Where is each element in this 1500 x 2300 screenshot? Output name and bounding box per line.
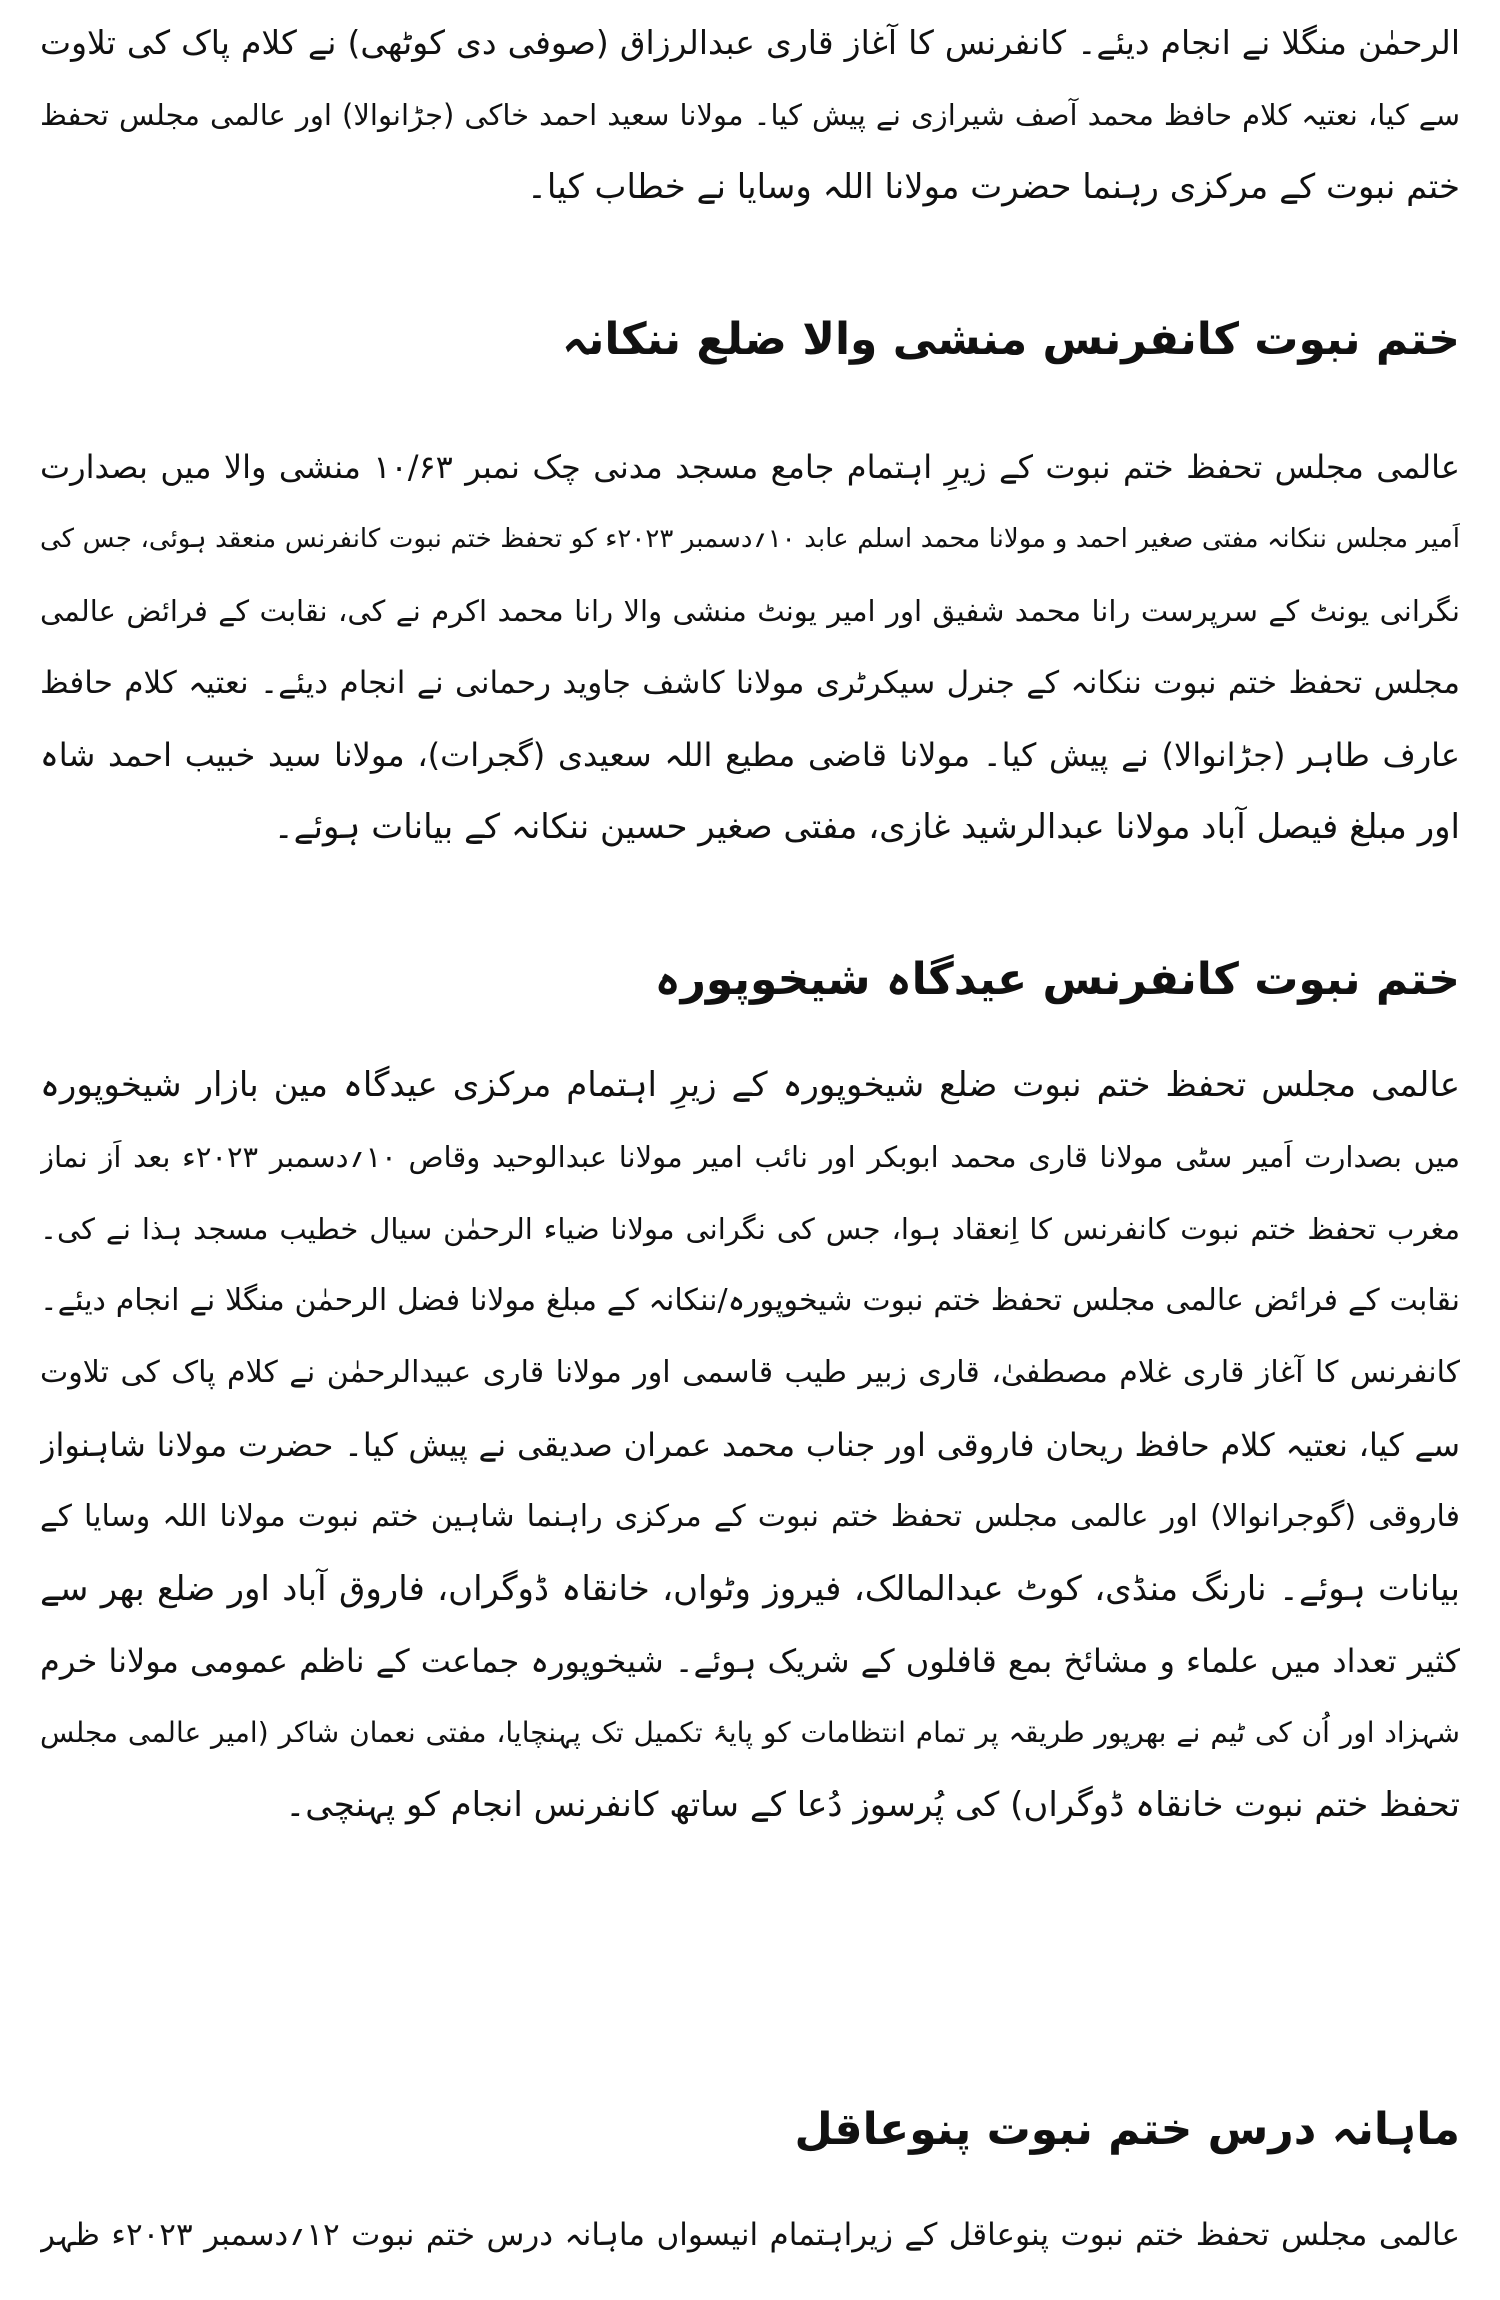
paragraph-line: ختم نبوت کے مرکزی رہنما حضرت مولانا اللہ وسایا نے خطاب کیا۔ — [526, 167, 1460, 207]
paragraph-line: شہزاد اور اُن کی ٹیم نے بھرپور طریقہ پر تمام انتظامات کو پایۂ تکمیل تک پہنچایا، مفتی نعمان شاکر (امیر عالمی مجلس — [40, 1716, 1460, 1749]
paragraph-line: نقابت کے فرائض عالمی مجلس تحفظ ختم نبوت شیخوپورہ/ننکانہ کے مبلغ مولانا فضل الرحمٰن منگلا نے انجام دیئے۔ — [40, 1283, 1460, 1318]
section-heading: ماہانہ درس ختم نبوت پنوعاقل — [794, 2104, 1460, 2155]
paragraph-line: عارف طاہر (جڑانوالا) نے پیش کیا۔ مولانا قاضی مطیع اللہ سعیدی (گجرات)، مولانا سید خبیب احمد شاہ — [40, 736, 1460, 774]
paragraph-line: تحفظ ختم نبوت خانقاہ ڈوگراں) کی پُرسوز دُعا کے ساتھ کانفرنس انجام کو پہنچی۔ — [285, 1785, 1460, 1825]
paragraph-line: مجلس تحفظ ختم نبوت ننکانہ کے جنرل سیکرٹری مولانا کاشف جاوید رحمانی نے انجام دیئے۔ نعتیہ کلام حافظ — [40, 665, 1460, 701]
paragraph-line: اور مبلغ فیصل آباد مولانا عبدالرشید غازی، مفتی صغیر حسین ننکانہ کے بیانات ہوئے۔ — [273, 807, 1460, 847]
paragraph-line: میں بصدارت اَمیر سٹی مولانا قاری محمد ابوبکر اور نائب امیر مولانا عبدالوحید وقاص ۱۰؍دسمبر ۲۰۲۳ء بعد اَز نماز — [40, 1140, 1460, 1174]
section-heading: ختم نبوت کانفرنس منشی والا ضلع ننکانہ — [562, 314, 1460, 365]
paragraph-line: کثیر تعداد میں علماء و مشائخ بمع قافلوں کے شریک ہوئے۔ شیخوپورہ جماعت کے ناظم عمومی مولانا خرم — [40, 1642, 1460, 1680]
paragraph-line: نگرانی یونٹ کے سرپرست رانا محمد شفیق اور امیر یونٹ منشی والا رانا محمد اکرم نے کی، نقابت کے فرائض عالمی — [40, 594, 1460, 628]
paragraph-line: فاروقی (گوجرانوالا) اور عالمی مجلس تحفظ ختم نبوت کے مرکزی راہنما شاہین ختم نبوت مولانا اللہ وسایا کے — [40, 1499, 1460, 1534]
paragraph-line: الرحمٰن منگلا نے انجام دیئے۔ کانفرنس کا آغاز قاری عبدالرزاق (صوفی دی کوٹھی) نے کلام پاک کی تلاوت — [40, 23, 1460, 62]
paragraph-line: بیانات ہوئے۔ نارنگ منڈی، کوٹ عبدالمالک، فیروز وٹواں، خانقاہ ڈوگراں، فاروق آباد اور ضلع بھر سے — [40, 1569, 1460, 1609]
paragraph-line: اَمیر مجلس ننکانہ مفتی صغیر احمد و مولانا محمد اسلم عابد ۱۰؍دسمبر ۲۰۲۳ء کو تحفظ ختم نبوت کانفرنس منعقد ہوئی، جس کی — [40, 524, 1460, 554]
paragraph-line: عالمی مجلس تحفظ ختم نبوت ضلع شیخوپورہ کے زیرِ اہتمام مرکزی عیدگاہ مین بازار شیخوپورہ — [40, 1065, 1460, 1105]
section-heading: ختم نبوت کانفرنس عیدگاہ شیخوپورہ — [654, 954, 1460, 1005]
paragraph-line: سے کیا، نعتیہ کلام حافظ ریحان فاروقی اور جناب محمد عمران صدیقی نے پیش کیا۔ حضرت مولانا شاہنواز — [40, 1426, 1460, 1464]
paragraph-line: عالمی مجلس تحفظ ختم نبوت پنوعاقل کے زیراہتمام انیسواں ماہانہ درس ختم نبوت ۱۲؍دسمبر ۲۰۲۳ء ظہر — [40, 2217, 1460, 2253]
paragraph-line: سے کیا، نعتیہ کلام حافظ محمد آصف شیرازی نے پیش کیا۔ مولانا سعید احمد خاکی (جڑانوالا) اور عالمی مجلس تحفظ — [40, 98, 1460, 132]
paragraph-line: عالمی مجلس تحفظ ختم نبوت کے زیرِ اہتمام جامع مسجد مدنی چک نمبر ۱۰/۶۳ منشی والا میں بصدارت — [40, 448, 1460, 486]
paragraph-line: کانفرنس کا آغاز قاری غلام مصطفیٰ، قاری زبیر طیب قاسمی اور مولانا قاری عبیدالرحمٰن نے کلام پاک کی تلاوت — [40, 1355, 1460, 1390]
paragraph-line: مغرب تحفظ ختم نبوت کانفرنس کا اِنعقاد ہوا، جس کی نگرانی مولانا ضیاء الرحمٰن سیال خطیب مسجد ہذا نے کی۔ — [40, 1212, 1460, 1246]
